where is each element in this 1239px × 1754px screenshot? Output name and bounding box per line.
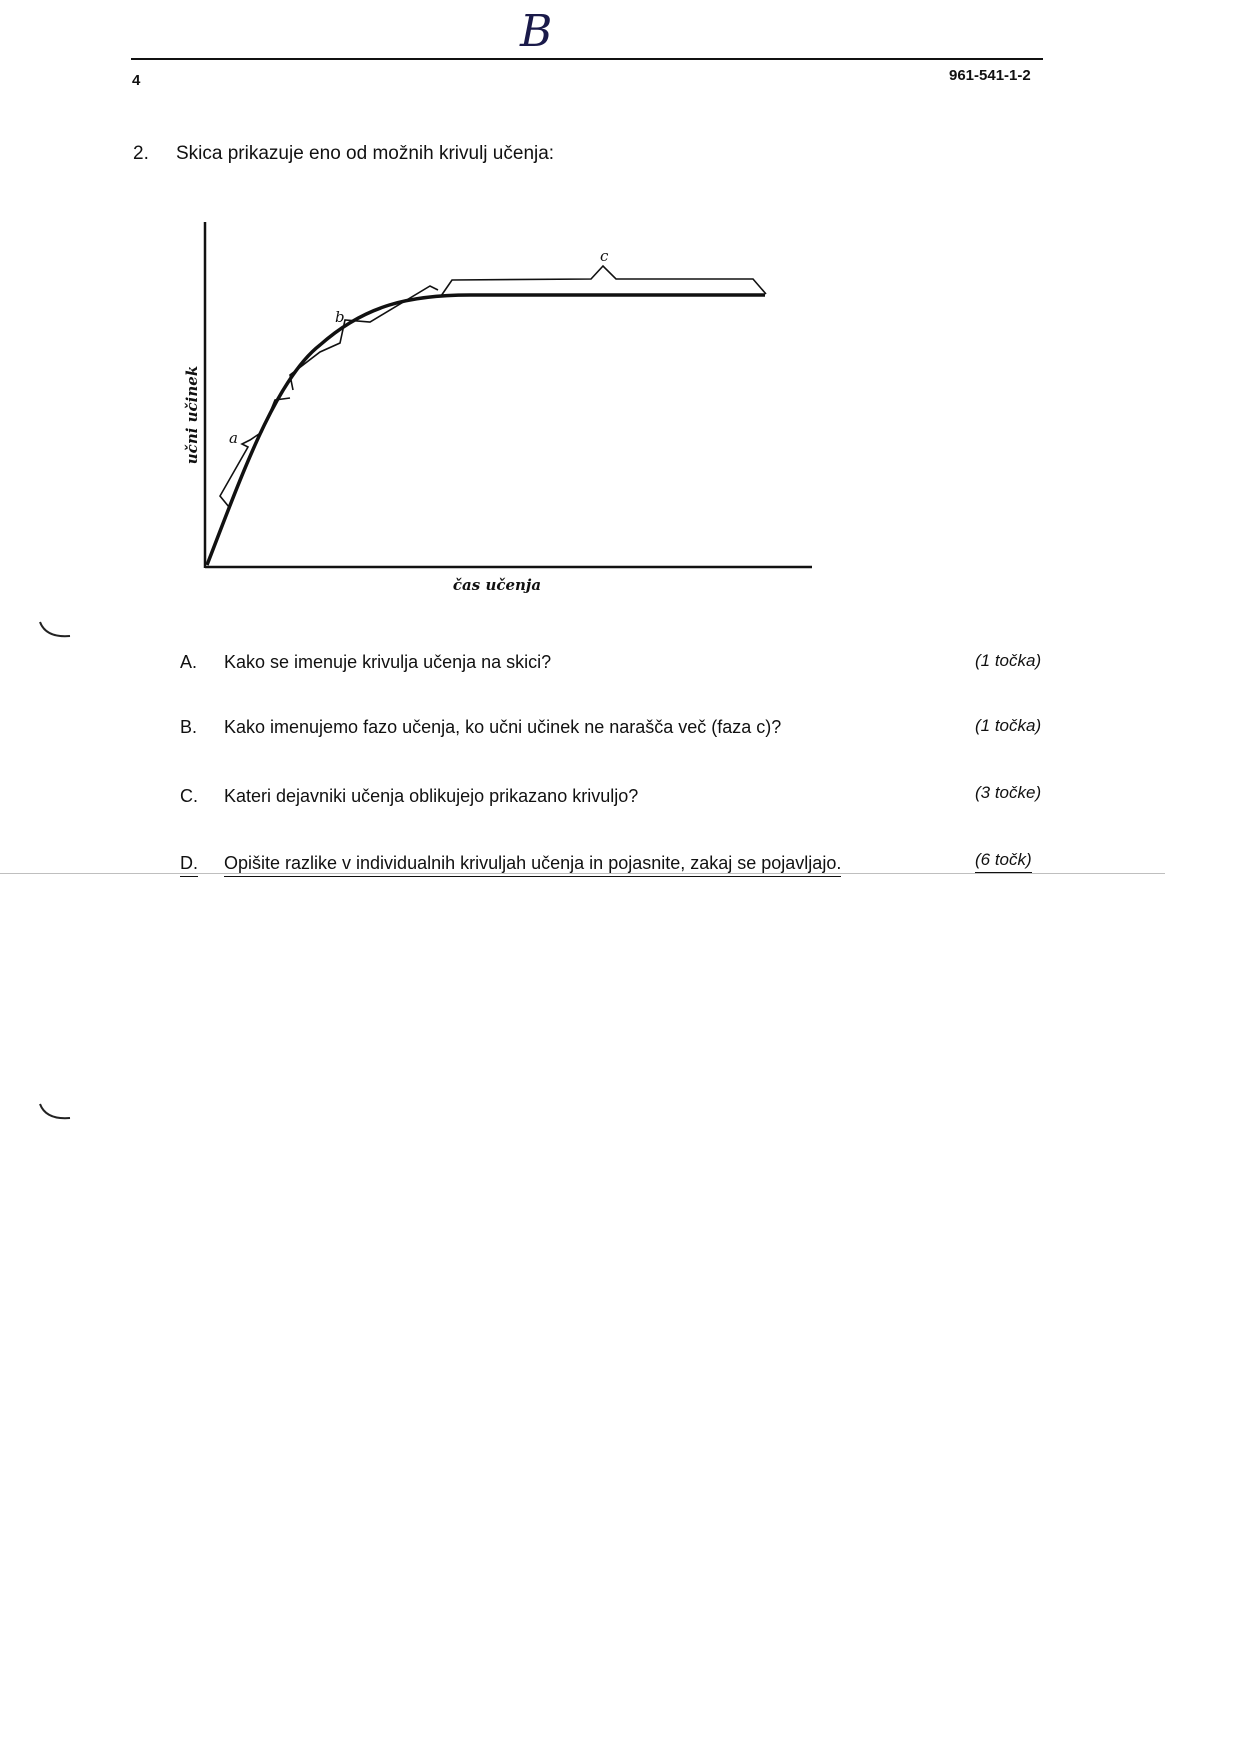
item-d-points: (6 točk) <box>975 850 1032 873</box>
item-d-letter: D. <box>180 853 198 877</box>
brace-b <box>290 286 438 390</box>
item-b-points: (1 točka) <box>975 716 1042 735</box>
item-d-text: Opišite razlike v individualnih krivuljah učenja in pojasnite, zakaj se pojavljajo. <box>224 853 841 877</box>
x-axis-label: čas učenja <box>452 576 542 594</box>
handwritten-mark: B <box>520 6 553 57</box>
punch-hole-mark-lower <box>38 1102 78 1126</box>
learning-curve-smooth <box>207 295 470 565</box>
item-a-letter: A. <box>180 652 198 672</box>
item-c-letter: C. <box>180 786 198 806</box>
question-number: 2. <box>133 143 149 164</box>
item-b-letter: B. <box>180 717 198 737</box>
brace-c <box>441 266 766 296</box>
item-c-text: Kateri dejavniki učenja oblikujejo prikazano krivuljo? <box>224 786 639 806</box>
scan-fold-line <box>0 873 1165 874</box>
brace-a <box>220 398 290 507</box>
item-a-points: (1 točka) <box>975 651 1042 670</box>
learning-curve-figure <box>0 0 1239 620</box>
item-b-text: Kako imenujemo fazo učenja, ko učni učinek ne narašča več (faza c)? <box>224 717 782 737</box>
y-axis-label: učni učinek <box>183 365 201 465</box>
item-c-points: (3 točke) <box>975 783 1042 802</box>
phase-label-c: c <box>600 247 609 265</box>
question-text: Skica prikazuje eno od možnih krivulj učenja: <box>176 143 555 164</box>
page-number: 4 <box>132 72 141 89</box>
punch-hole-mark-upper <box>38 620 78 644</box>
document-code: 961-541-1-2 <box>949 67 1031 84</box>
phase-label-a: a <box>229 429 238 447</box>
phase-label-b: b <box>335 308 345 326</box>
item-a-text: Kako se imenuje krivulja učenja na skici? <box>224 652 552 672</box>
